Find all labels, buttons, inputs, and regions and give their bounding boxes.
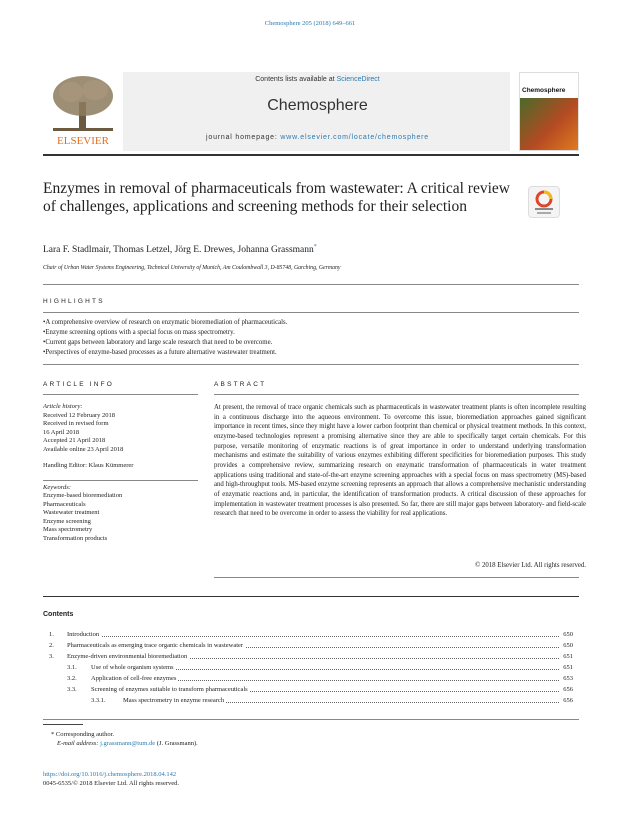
abstract-rule	[214, 394, 579, 395]
toc-entry-number: 2.	[49, 642, 54, 649]
elsevier-tree-icon	[43, 72, 123, 151]
cover-title: Chemosphere	[522, 87, 566, 94]
toc-entry-title[interactable]: Screening of enzymes suitable to transform pharmaceuticals	[91, 686, 248, 693]
toc-entry-page: 656	[563, 686, 573, 693]
abstract-copyright: © 2018 Elsevier Ltd. All rights reserved.	[475, 562, 586, 569]
toc-entry[interactable]	[43, 629, 573, 640]
email-link[interactable]: j.grassmann@tum.de	[100, 739, 156, 747]
contents-bottom-rule	[43, 719, 579, 720]
contents-heading: Contents	[43, 611, 74, 618]
email-label: E-mail address:	[57, 739, 99, 747]
toc-entry[interactable]	[43, 640, 573, 651]
keyword: Enzyme-based bioremediation	[43, 492, 123, 499]
keyword: Enzyme screening	[43, 517, 91, 525]
keyword: Pharmaceuticals	[43, 500, 86, 508]
toc-entry-number: 3.2.	[67, 675, 77, 682]
sciencedirect-link[interactable]: ScienceDirect	[336, 76, 380, 83]
keyword: Transformation products	[43, 534, 108, 542]
keywords-rule	[43, 480, 198, 481]
doi-link[interactable]: https://doi.org/10.1016/j.chemosphere.2018.04.142	[43, 771, 177, 778]
toc-entry-page: 650	[563, 642, 573, 649]
highlights-top-rule	[43, 284, 579, 285]
highlight-item: • Perspectives of enzyme-based processes as a future alternative wastewater treatment.	[43, 348, 583, 358]
journal-homepage-line	[125, 134, 510, 141]
toc-entry-title[interactable]: Mass spectrometry in enzyme research	[123, 697, 225, 704]
elsevier-logo[interactable]	[43, 72, 123, 151]
footnote	[43, 731, 343, 748]
toc-entry-title[interactable]: Use of whole organism systems	[91, 664, 174, 671]
toc-entry-title[interactable]: Application of cell-free enzymes	[91, 675, 177, 682]
cover-image	[520, 98, 578, 150]
check-for-updates-icon	[529, 187, 559, 217]
highlight-item: • Enzyme screening options with a special focus on mass spectrometry.	[43, 328, 583, 338]
toc-entry-page: 651	[563, 653, 573, 660]
issn-line: 0045-6535/© 2018 Elsevier Ltd. All rights reserved.	[43, 779, 179, 787]
header-rule	[43, 154, 579, 156]
toc-entry-number: 3.3.	[67, 686, 77, 693]
keyword: Wastewater treatment	[43, 509, 100, 516]
toc-entry[interactable]	[43, 695, 573, 706]
journal-citation[interactable]: Chemosphere 205 (2018) 649–661	[264, 20, 356, 27]
abstract-heading: ABSTRACT	[214, 381, 267, 388]
history-line: Received in revised form	[43, 420, 109, 427]
history-line: Available online 23 April 2018	[43, 445, 124, 453]
email-suffix: (J. Grassmann).	[155, 739, 198, 747]
article-info-rule	[43, 394, 198, 395]
history-line: Received 12 February 2018	[43, 411, 116, 419]
check-for-updates-badge[interactable]	[528, 186, 560, 218]
highlight-item: • A comprehensive overview of research on enzymatic bioremediation of pharmaceuticals.	[43, 318, 583, 328]
corresponding-author-mark[interactable]: *	[313, 244, 317, 250]
highlights-divider	[43, 312, 579, 313]
corresponding-author-label: Corresponding author.	[55, 731, 115, 738]
footnote-rule	[43, 724, 83, 725]
toc-entry-page: 656	[563, 697, 573, 704]
toc-entry-page: 650	[563, 631, 573, 638]
toc-entry[interactable]	[43, 662, 573, 673]
journal-cover[interactable]	[519, 72, 579, 151]
history-line: Accepted 21 April 2018	[43, 437, 106, 444]
abstract-text: At present, the removal of trace organic chemicals such as pharmaceuticals in wastewater treatment plants is often incomplete resulting in a continuous discharge into the aqueous environment. To overcome this issue, bioremediation approaches gained significant importance in recent times, since they might have a lower carbon footprint than chemical or physical treatment methods. In this context, enzyme-based technologies represent a promising alternative since they are able to specifically target certain chemicals. For this purpose, versatile monitoring of enzymatic reactions is of great importance in order to understand underlying transformation mechanisms and estimate the suitability of various enzymes exhibiting different specificities for bioremediation purposes. This study provides a comprehensive review, summarizing research on enzymatic transformation of pharmaceuticals in water treatment applications using traditional and state-of-the-art enzyme screening approaches with a special focus on mass spectrometry (MS)-based and high-throughput tools. MS-based enzyme screening represents an approach that allows a comprehensive mechanistic understanding of enzymatic reactions and, in particular, the identification of transformation products. A critical discussion of these approaches for implementation in wastewater treatment processes is also presented. So far, there are still major gaps between laboratory- and field-scale research that need to be overcome in order to assess the viability for real applications.	[214, 404, 586, 518]
handling-editor: Handling Editor: Klaus Kümmerer	[43, 462, 134, 469]
toc-entry[interactable]	[43, 651, 573, 662]
history-line: 16 April 2018	[43, 428, 80, 436]
toc-leader-dots	[67, 629, 559, 637]
highlights-heading: HIGHLIGHTS	[43, 298, 105, 305]
elsevier-wordmark: ELSEVIER	[57, 135, 109, 147]
article-info-heading: ARTICLE INFO	[43, 381, 115, 388]
homepage-link[interactable]: www.elsevier.com/locate/chemosphere	[280, 134, 429, 141]
table-of-contents	[43, 629, 573, 706]
corresponding-author-note	[43, 731, 343, 740]
contents-available-line	[125, 76, 510, 83]
keywords-label: Keywords:	[43, 483, 71, 491]
toc-entry-title[interactable]: Introduction	[67, 631, 100, 638]
doi-block	[43, 771, 343, 788]
toc-entry-page: 653	[563, 675, 573, 682]
footnote-mark: *	[51, 731, 55, 738]
contents-prefix: Contents lists available at	[255, 76, 337, 83]
toc-entry-page: 651	[563, 664, 573, 671]
toc-entry[interactable]	[43, 673, 573, 684]
author-list	[43, 244, 523, 255]
email-line	[43, 740, 343, 749]
author-affiliation: Chair of Urban Water Systems Engineering, Technical University of Munich, Am Coulombwall 3, D-85748, Garching, Germany	[43, 265, 341, 271]
homepage-prefix: journal homepage:	[206, 134, 281, 141]
journal-name: Chemosphere	[267, 97, 368, 114]
highlight-item: • Current gaps between laboratory and large scale research that need to be overcome.	[43, 338, 583, 348]
abstract-bottom-rule	[214, 577, 579, 578]
contents-top-rule	[43, 596, 579, 597]
article-title: Enzymes in removal of pharmaceuticals from wastewater: A critical review of challenges, applications and screening methods for their selection	[43, 180, 510, 215]
toc-entry-number: 3.1.	[67, 664, 77, 671]
toc-entry-number: 3.	[49, 653, 54, 660]
author-names: Lara F. Stadlmair, Thomas Letzel, Jörg E. Drewes, Johanna Grassmann	[43, 245, 314, 256]
toc-entry-title[interactable]: Enzyme-driven environmental bioremediation	[67, 653, 188, 660]
highlights-bottom-rule	[43, 364, 579, 365]
article-info-column	[43, 403, 198, 543]
highlights-list	[43, 318, 583, 358]
toc-entry[interactable]	[43, 684, 573, 695]
article-history-label: Article history:	[43, 403, 83, 410]
toc-entry-number: 3.3.1.	[91, 697, 106, 704]
toc-entry-number: 1.	[49, 631, 54, 638]
keyword: Mass spectrometry	[43, 526, 93, 533]
toc-entry-title[interactable]: Pharmaceuticals as emerging trace organic chemicals in wastewater	[67, 642, 244, 649]
